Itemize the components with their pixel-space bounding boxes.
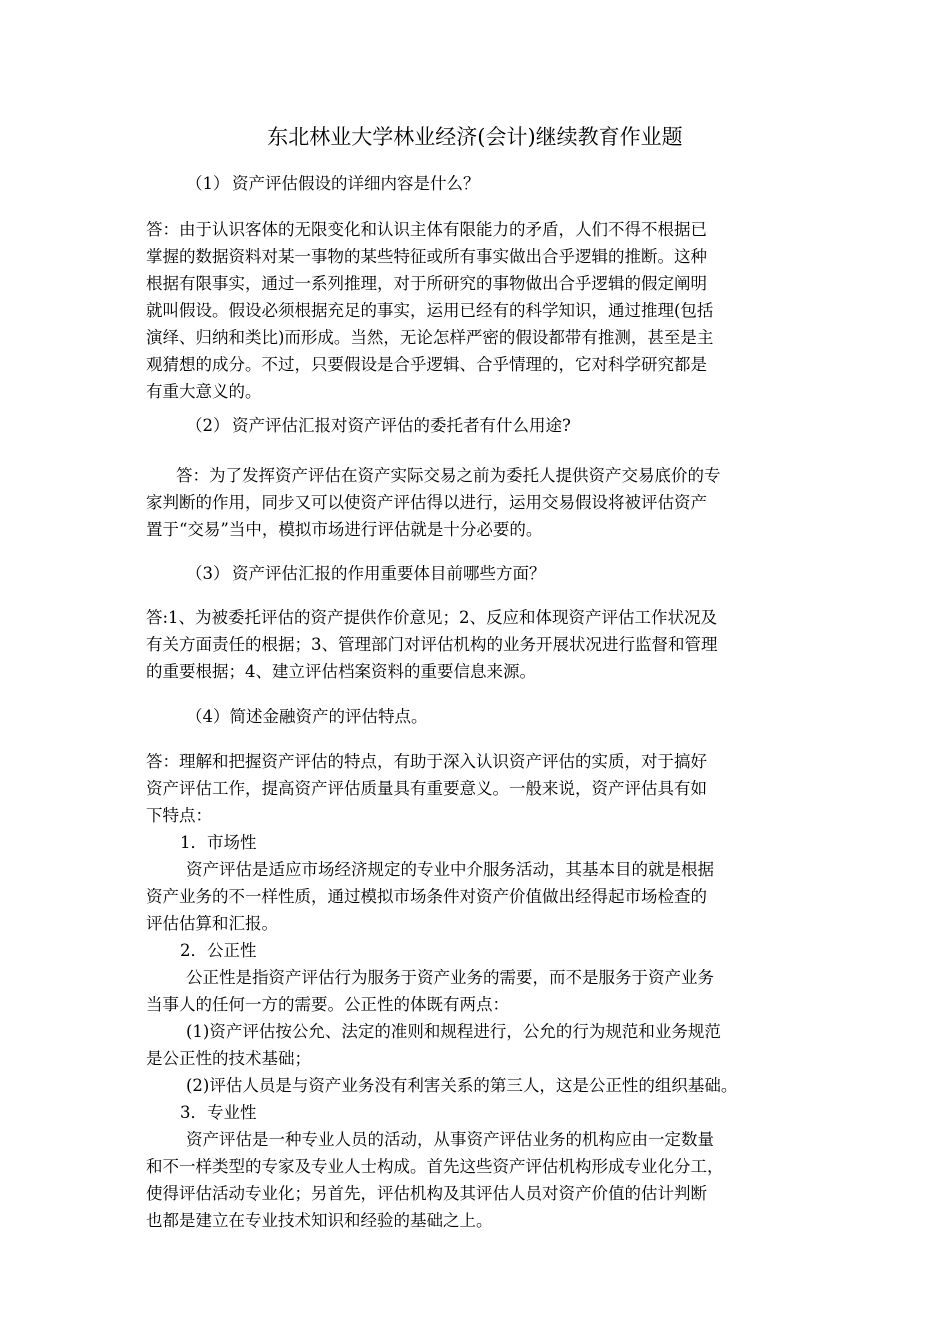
answer-4-line: (1)资产评估按公允、法定的准则和规程进行，公允的行为规范和业务规范: [186, 1022, 721, 1041]
answer-4-line: 也都是建立在专业技术知识和经验的基础之上。: [146, 1211, 493, 1230]
answer-4-line: 使得评估活动专业化；另首先，评估机构及其评估人员对资产价值的估计判断: [146, 1184, 707, 1203]
answer-3-line: 答:1、为被委托评估的资产提供作价意见；2、反应和体现资产评估工作状况及: [146, 608, 718, 627]
answer-2-line: 家判断的作用，同步又可以使资产评估得以进行，运用交易假设将被评估资产: [146, 493, 707, 512]
question-4: [186, 705, 826, 729]
question-4-number: （4）: [186, 707, 230, 726]
question-3: [186, 562, 826, 586]
answer-4-line: 评估估算和汇报。: [146, 914, 278, 933]
subheading-professional: 3．专业性: [180, 1103, 257, 1122]
question-2-text: 资产评估汇报对资产评估的委托者有什么用途?: [232, 416, 571, 435]
subheading-fairness: 2．公正性: [180, 941, 257, 960]
question-4-text: 简述金融资产的评估特点。: [229, 707, 428, 726]
answer-4-line: 公正性是指资产评估行为服务于资产业务的需要，而不是服务于资产业务: [186, 968, 714, 987]
answer-4-line: 资产评估是适应市场经济规定的专业中介服务活动，其基本目的就是根据: [186, 860, 714, 879]
answer-3-line: 的重要根据；4、建立评估档案资料的重要信息来源。: [146, 662, 536, 681]
question-2-number: （2）: [186, 416, 230, 435]
answer-1-line: 有重大意义的。: [146, 382, 262, 401]
question-3-text: 资产评估汇报的作用重要体目前哪些方面？: [232, 564, 546, 583]
answer-4-line: 资产评估工作，提高资产评估质量具有重要意义。一般来说，资产评估具有如: [146, 779, 707, 798]
answer-1-line: 就叫假设。假设必须根据充足的事实，运用已经有的科学知识，通过推理(包括: [146, 301, 714, 320]
question-1: [186, 172, 826, 196]
answer-2-line: 置于“交易”当中，模拟市场进行评估就是十分必要的。: [146, 520, 543, 539]
subheading-market: 1．市场性: [180, 833, 257, 852]
answer-4-line: 资产业务的不一样性质，通过模拟市场条件对资产价值做出经得起市场检查的: [146, 887, 707, 906]
document-title: 东北林业大学林业经济(会计)继续教育作业题: [267, 125, 683, 149]
answer-1-line: 掌握的数据资料对某一事物的某些特征或所有事实做出合乎逻辑的推断。这种: [146, 247, 707, 266]
answer-3: [146, 604, 818, 685]
answer-4-line: 是公正性的技术基础；: [146, 1049, 311, 1068]
question-1-number: （1）: [186, 174, 230, 193]
answer-2: [146, 462, 818, 543]
answer-1-line: 观猜想的成分。不过，只要假设是合乎逻辑、合乎情理的，它对科学研究都是: [146, 355, 707, 374]
answer-1: [146, 216, 818, 405]
answer-4-line: 下特点：: [146, 806, 212, 825]
answer-1-line: 答：由于认识客体的无限变化和认识主体有限能力的矛盾，人们不得不根据已: [146, 220, 707, 239]
question-2: [186, 414, 826, 438]
answer-4: [146, 748, 818, 1234]
answer-4-line: 和不一样类型的专家及专业人士构成。首先这些资产评估机构形成专业化分工，: [146, 1157, 724, 1176]
answer-4-line: (2)评估人员是与资产业务没有利害关系的第三人，这是公正性的组织基础。: [186, 1076, 738, 1095]
answer-3-line: 有关方面责任的根据；3、管理部门对评估机构的业务开展状况进行监督和管理: [146, 635, 718, 654]
answer-4-line: 资产评估是一种专业人员的活动，从事资产评估业务的机构应由一定数量: [186, 1130, 714, 1149]
answer-4-line: 答：理解和把握资产评估的特点，有助于深入认识资产评估的实质，对于搞好: [146, 752, 707, 771]
answer-1-line: 演绎、归纳和类比)而形成。当然，无论怎样严密的假设都带有推测，甚至是主: [146, 328, 714, 347]
answer-1-line: 根据有限事实，通过一系列推理，对于所研究的事物做出合乎逻辑的假定阐明: [146, 274, 707, 293]
answer-2-line: 答：为了发挥资产评估在资产实际交易之前为委托人提供资产交易底价的专: [176, 466, 721, 485]
question-3-number: （3）: [186, 564, 230, 583]
answer-4-line: 当事人的任何一方的需要。公正性的体既有两点：: [146, 995, 509, 1014]
question-1-text: 资产评估假设的详细内容是什么？: [232, 174, 480, 193]
